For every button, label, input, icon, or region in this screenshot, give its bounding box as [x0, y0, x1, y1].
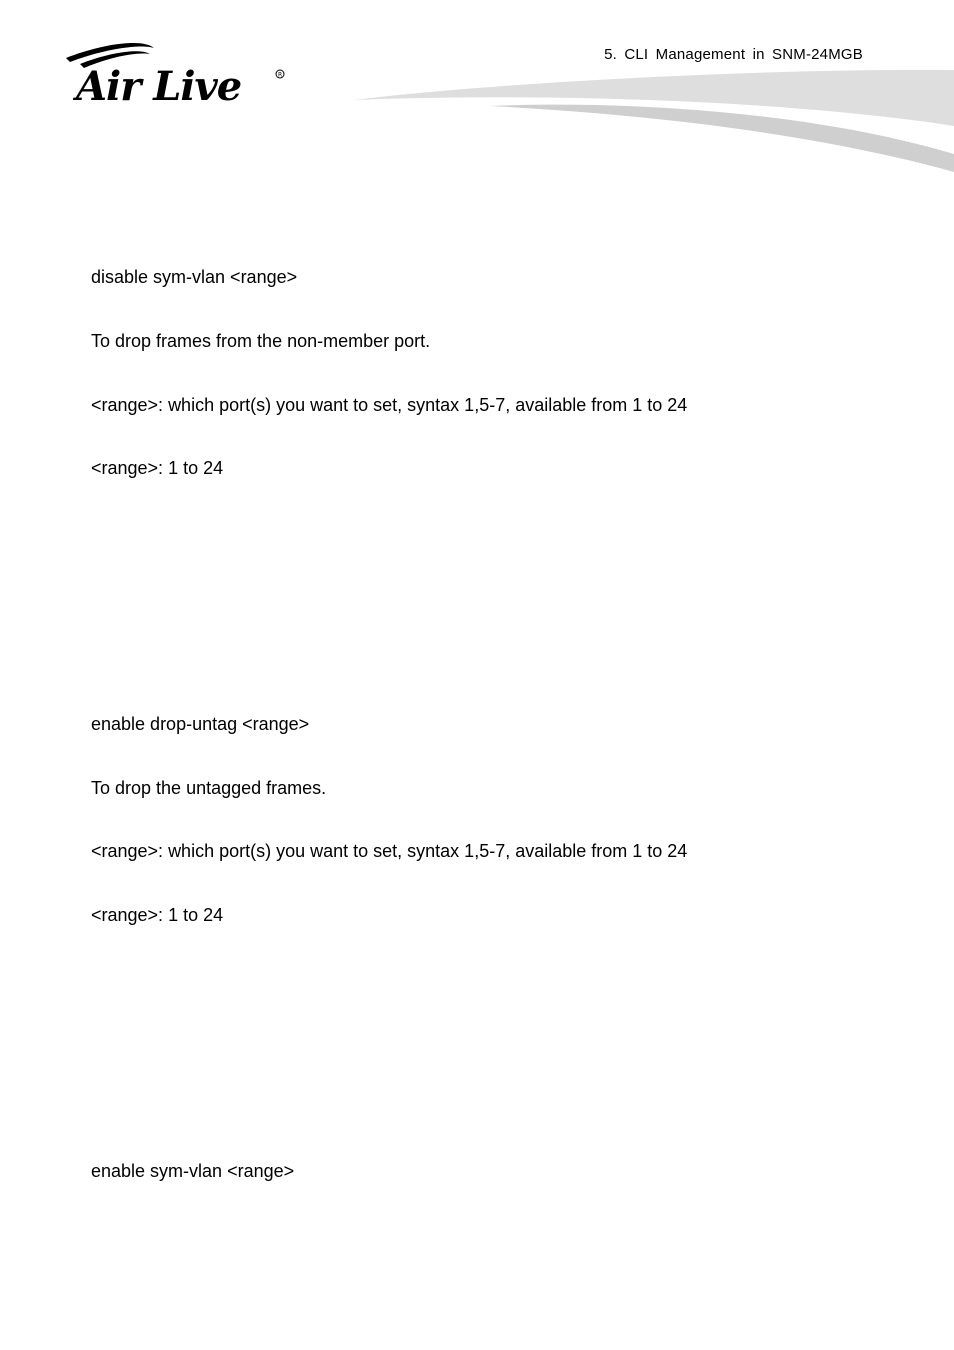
- parameter-values: <range>: 1 to 24: [91, 905, 224, 925]
- parameter-description: <range>: which port(s) you want to set, syntax 1,5-7, available from 1 to 24: [91, 841, 688, 861]
- command-syntax: disable sym-vlan <range>: [91, 267, 298, 287]
- section-title: 5. CLI Management in SNM-24MGB: [604, 46, 863, 63]
- command-description: To drop frames from the non-member port.: [91, 331, 431, 351]
- parameter-values: <range>: 1 to 24: [91, 458, 224, 478]
- header-swoosh: [340, 62, 954, 182]
- parameter-description: <range>: which port(s) you want to set, syntax 1,5-7, available from 1 to 24: [91, 395, 688, 415]
- airlive-logo: [62, 40, 288, 106]
- command-syntax: enable sym-vlan <range>: [91, 1161, 295, 1181]
- command-syntax: enable drop-untag <range>: [91, 714, 310, 734]
- command-description: To drop the untagged frames.: [91, 778, 327, 798]
- logo-wordmark: Air Live: [76, 63, 242, 106]
- svg-text:R: R: [278, 71, 283, 79]
